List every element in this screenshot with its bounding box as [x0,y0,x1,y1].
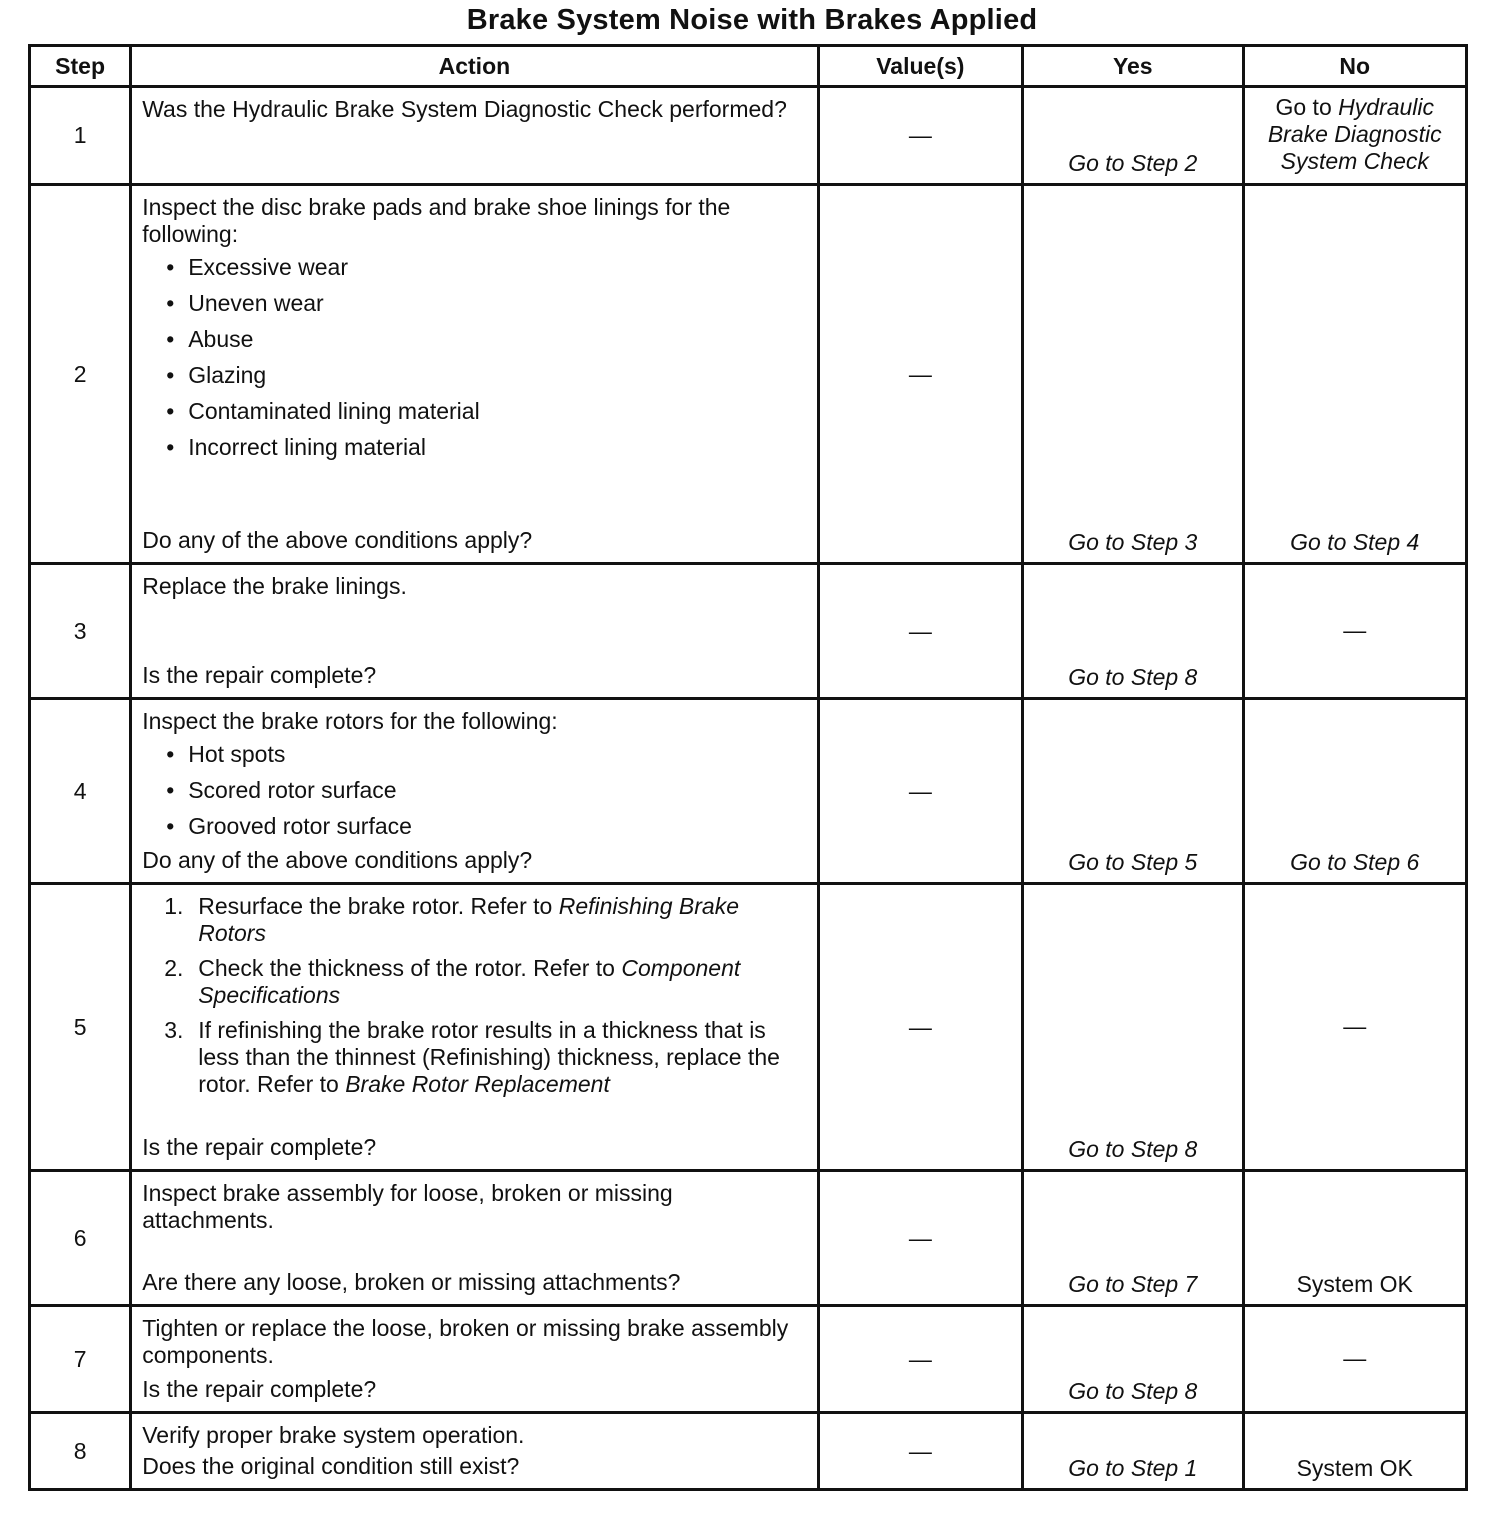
action-cell [131,564,818,699]
action-intro: Verify proper brake system operation. [142,1422,525,1448]
table-row [30,87,1467,185]
bullet-list [142,741,806,840]
header-action: Action [131,46,818,87]
action-question: Do any of the above conditions apply? [142,527,533,553]
header-row [30,46,1467,87]
table-row [30,884,1467,1171]
step-number: 6 [30,1171,131,1306]
list-item: • Scored rotor surface [166,777,806,804]
action-intro: Inspect the disc brake pads and brake shoe linings for the following: [142,194,731,247]
no-cell: Go to Step 6 [1243,699,1467,884]
action-cell [131,1171,818,1306]
action-cell [131,87,818,185]
step-number: 1 [30,87,131,185]
action-cell [131,1413,818,1490]
list-item: • Abuse [166,326,806,353]
step-number: 8 [30,1413,131,1490]
item-reference: Refinishing Brake Rotors [198,893,739,946]
item-number: 3. [164,1017,184,1043]
item-reference: Brake Rotor Replacement [345,1071,610,1097]
table-row [30,699,1467,884]
value-cell: — [818,884,1022,1171]
action-cell [131,1306,818,1413]
value-cell: — [818,1306,1022,1413]
action-question: Is the repair complete? [142,1134,377,1160]
no-cell: — [1243,884,1467,1171]
item-reference: Component Specifications [198,955,741,1008]
table-row [30,1171,1467,1306]
list-item: • Glazing [166,362,806,389]
yes-cell: Go to Step 8 [1023,564,1243,699]
value-cell: — [818,699,1022,884]
step-number: 5 [30,884,131,1171]
list-item: • Hot spots [166,741,806,768]
header-values: Value(s) [818,46,1022,87]
list-item: • Incorrect lining material [166,434,806,461]
action-intro: Inspect brake assembly for loose, broken or missing attachments. [142,1180,673,1233]
table-row [30,185,1467,564]
step-number: 4 [30,699,131,884]
table-row [30,564,1467,699]
yes-cell: Go to Step 1 [1023,1413,1243,1490]
no-prefix: Go to [1275,94,1339,120]
bullet-list [142,254,806,461]
header-step: Step [30,46,131,87]
page-title: Brake System Noise with Brakes Applied [466,4,1038,36]
value-cell: — [818,87,1022,185]
action-question: Does the original condition still exist? [142,1453,520,1479]
step-number: 3 [30,564,131,699]
item-number: 1. [164,893,184,919]
list-item: • Grooved rotor surface [166,813,806,840]
step-number: 2 [30,185,131,564]
yes-cell: Go to Step 5 [1023,699,1243,884]
action-intro: Tighten or replace the loose, broken or missing brake assembly components. [142,1315,789,1368]
list-item: • Contaminated lining material [166,398,806,425]
action-cell [131,699,818,884]
value-cell: — [818,185,1022,564]
no-cell: Go to Step 4 [1243,185,1467,564]
yes-cell: Go to Step 2 [1023,87,1243,185]
item-number: 2. [164,955,184,981]
no-reference: Hydraulic Brake Diagnostic System Check [1267,94,1442,174]
yes-cell: Go to Step 3 [1023,185,1243,564]
value-cell: — [818,1171,1022,1306]
no-cell [1243,87,1467,185]
action-intro: Inspect the brake rotors for the following: [142,708,558,734]
item-text: If refinishing the brake rotor results in a thickness that is less than the thinnest (Refinishing) thickness, replace the rotor. Refer to [198,1017,780,1097]
header-yes: Yes [1023,46,1243,87]
item-text: Resurface the brake rotor. Refer to [198,893,559,919]
yes-cell: Go to Step 7 [1023,1171,1243,1306]
value-cell: — [818,564,1022,699]
action-question: Is the repair complete? [142,662,377,688]
action-question: Is the repair complete? [142,1376,377,1402]
list-item [164,1017,806,1098]
action-question: Are there any loose, broken or missing attachments? [142,1269,681,1295]
no-cell: — [1243,564,1467,699]
step-number: 7 [30,1306,131,1413]
action-intro: Replace the brake linings. [142,573,407,599]
list-item: • Excessive wear [166,254,806,281]
action-text: Was the Hydraulic Brake System Diagnostic Check performed? [142,96,787,122]
no-cell: System OK [1243,1413,1467,1490]
list-item [164,893,806,947]
action-question: Do any of the above conditions apply? [142,847,533,873]
item-text: Check the thickness of the rotor. Refer to [198,955,622,981]
value-cell: — [818,1413,1022,1490]
table-row [30,1306,1467,1413]
table-row [30,1413,1467,1490]
yes-cell: Go to Step 8 [1023,1306,1243,1413]
numbered-list [142,893,806,1106]
no-cell: — [1243,1306,1467,1413]
yes-cell: Go to Step 8 [1023,884,1243,1171]
header-no: No [1243,46,1467,87]
action-cell [131,185,818,564]
list-item: • Uneven wear [166,290,806,317]
diagnostic-table [28,44,1468,1491]
no-cell: System OK [1243,1171,1467,1306]
action-cell [131,884,818,1171]
list-item [164,955,806,1009]
